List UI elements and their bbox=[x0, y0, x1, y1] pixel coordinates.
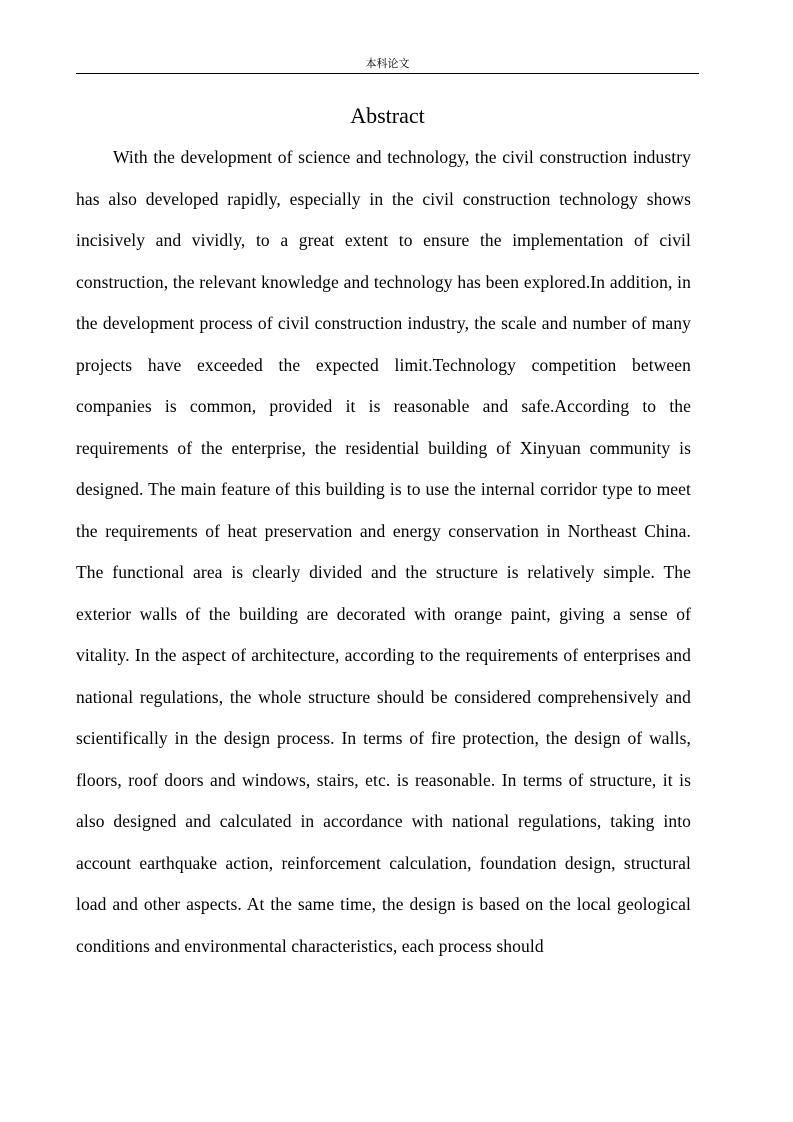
abstract-body: With the development of science and technology, the civil construction industry has also developed rapidly, especially in the civil construction technology shows incisively and vividly, to a great extent to ensure the implementation of civil construction, the relevant knowledge and technology has been explored.In addition, in the development process of civil construction industry, the scale and number of many projects have exceeded the expected limit.Technology competition between companies is common, provided it is reasonable and safe.According to the requirements of the enterprise, the residential building of Xinyuan community is designed. The main feature of this building is to use the internal corridor type to meet the requirements of heat preservation and energy conservation in Northeast China. The functional area is clearly divided and the structure is relatively simple. The exterior walls of the building are decorated with orange paint, giving a sense of vitality. In the aspect of architecture, according to the requirements of enterprises and national regulations, the whole structure should be considered comprehensively and scientifically in the design process. In terms of fire protection, the design of walls, floors, roof doors and windows, stairs, etc. is reasonable. In terms of structure, it is also designed and calculated in accordance with national regulations, taking into account earthquake action, reinforcement calculation, foundation design, structural load and other aspects. At the same time, the design is based on the local geological conditions and environmental characteristics, each process should bbox=[76, 147, 691, 956]
running-header: 本科论文 bbox=[365, 57, 410, 70]
abstract-title: Abstract bbox=[350, 103, 425, 128]
header-rule bbox=[76, 73, 699, 74]
